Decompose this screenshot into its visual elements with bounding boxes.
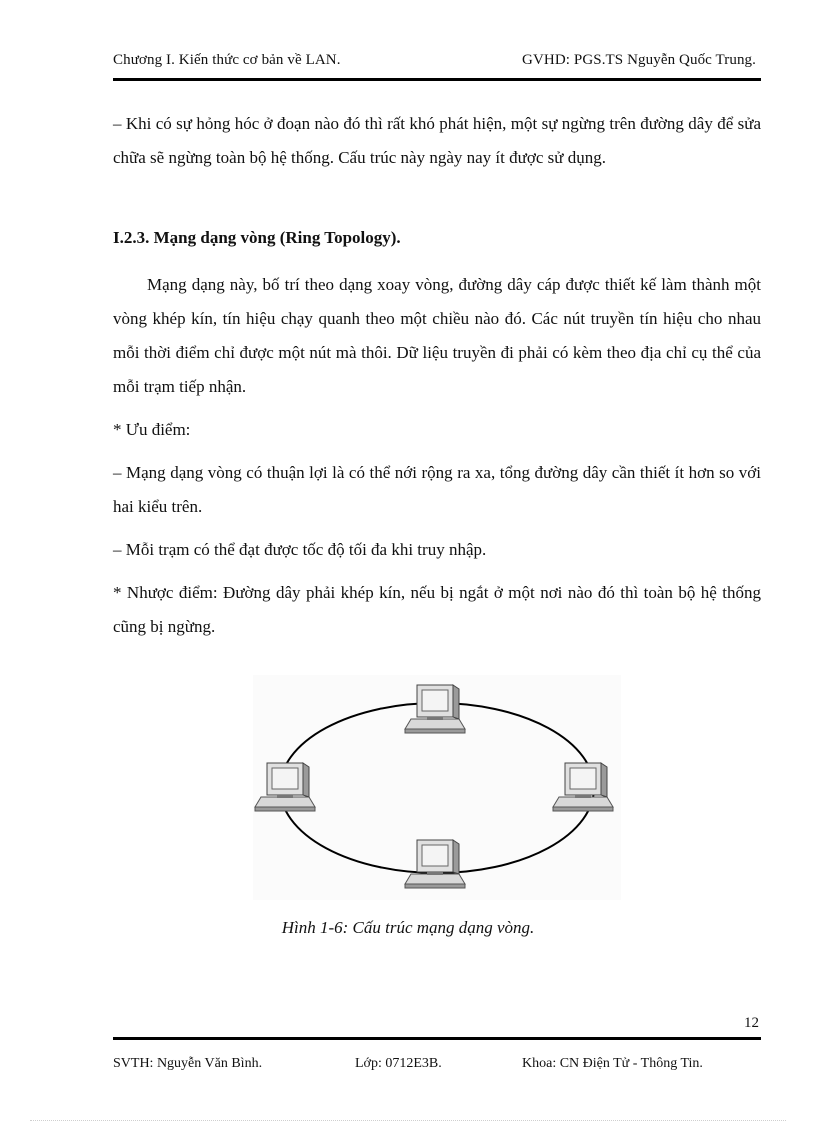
footer-class: Lớp: 0712E3B.	[355, 1056, 442, 1071]
computer-icon-left	[255, 763, 315, 811]
intro-paragraph: – Khi có sự hỏng hóc ở đoạn nào đó thì rất khó phát hiện, một sự ngừng trên đường dây để sửa chữa sẽ ngừng toàn bộ hệ thống. Cấu trúc này ngày nay ít được sử dụng.	[113, 114, 761, 167]
header-rule	[113, 78, 761, 81]
advantages-label: * Ưu điểm:	[113, 420, 191, 439]
ring-topology-figure	[253, 675, 621, 900]
computer-icon-bottom	[405, 840, 465, 888]
bottom-dotted-border	[30, 1120, 786, 1121]
advantage-1: – Mạng dạng vòng có thuận lợi là có thể nới rộng ra xa, tổng đường dây cần thiết ít hơn so với hai kiểu trên.	[113, 463, 761, 516]
disadvantages-paragraph: * Nhược điểm: Đường dây phải khép kín, nếu bị ngắt ở một nơi nào đó thì toàn bộ hệ thống cũng bị ngừng.	[113, 583, 761, 636]
header-supervisor: GVHD: PGS.TS Nguyễn Quốc Trung.	[522, 52, 756, 68]
ring-paragraph: Mạng dạng này, bố trí theo dạng xoay vòng, đường dây cáp được thiết kế làm thành một vòng khép kín, tín hiệu chạy quanh theo một chiều nào đó. Các nút truyền tín hiệu cho nhau mỗi thời điểm chỉ được một nút mà thôi. Dữ liệu truyền đi phải có kèm theo địa chỉ cụ thể của mỗi trạm tiếp nhận.	[113, 275, 761, 396]
footer-rule	[113, 1037, 761, 1040]
computer-icon-top	[405, 685, 465, 733]
ring-topology-diagram	[253, 675, 621, 900]
advantage-2: – Mỗi trạm có thể đạt được tốc độ tối đa khi truy nhập.	[113, 540, 487, 559]
header-chapter: Chương I. Kiến thức cơ bản về LAN.	[113, 52, 341, 68]
footer-faculty: Khoa: CN Điện Tử - Thông Tin.	[522, 1056, 703, 1071]
computer-icon-right	[553, 763, 613, 811]
page-number: 12	[744, 1015, 759, 1031]
section-heading: I.2.3. Mạng dạng vòng (Ring Topology).	[113, 228, 401, 247]
figure-caption: Hình 1-6: Cấu trúc mạng dạng vòng.	[281, 918, 535, 937]
footer-student: SVTH: Nguyễn Văn Bình.	[113, 1056, 263, 1071]
